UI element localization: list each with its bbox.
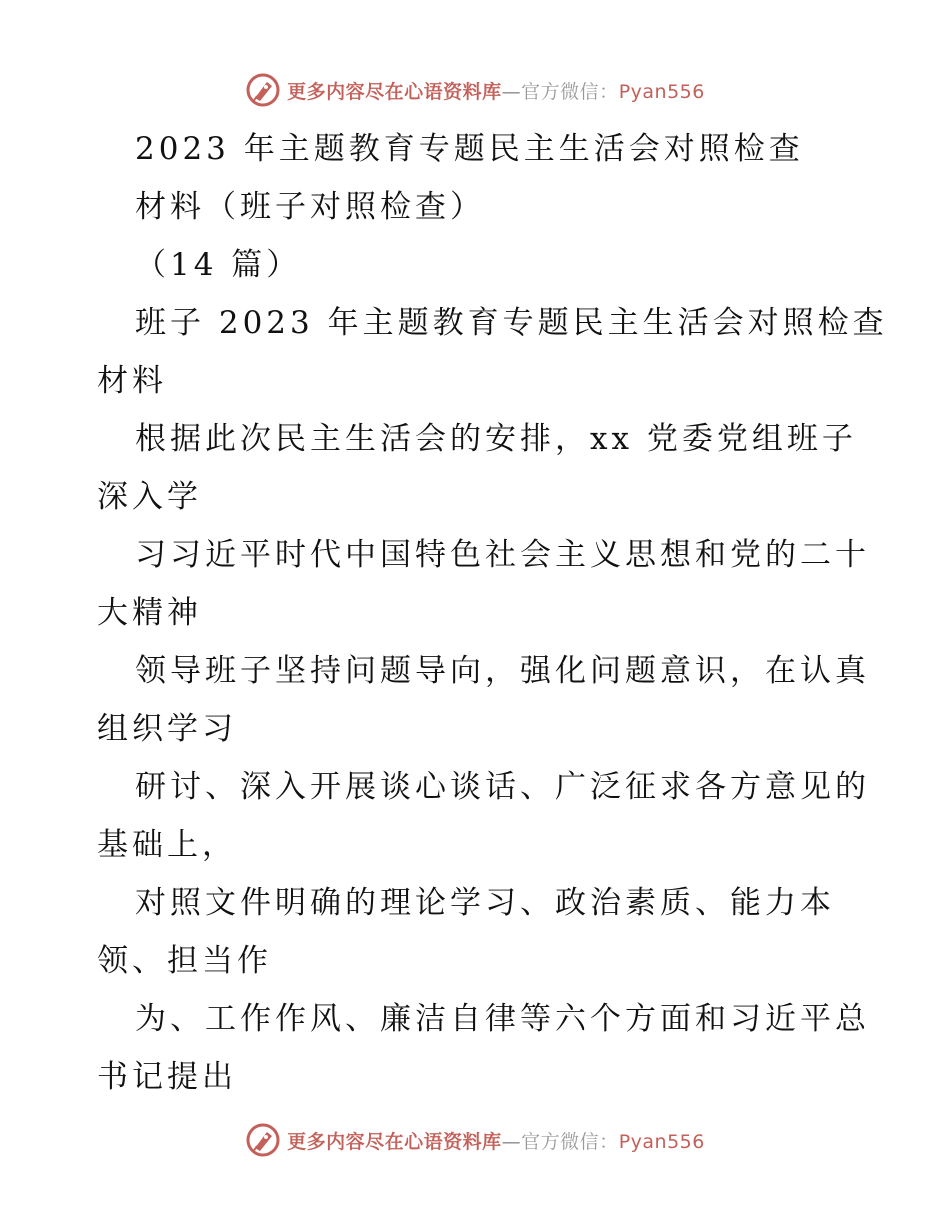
watermark-brand: 更多内容尽在心语资料库 [287, 1130, 502, 1153]
document-body [97, 120, 888, 1106]
watermark-separator: — [501, 1130, 522, 1153]
watermark-text [287, 77, 705, 104]
paragraph-line: 书记提出 [97, 1059, 237, 1095]
doc-subtitle-line-2: 材料 [97, 363, 167, 399]
footer-watermark [0, 1120, 950, 1160]
doc-title-line-3: （14 篇） [135, 247, 302, 283]
paragraph-line: 习习近平时代中国特色社会主义思想和党的二十 [135, 537, 870, 573]
watermark-text [287, 1127, 705, 1154]
paragraph-line: 领、担当作 [97, 943, 272, 979]
watermark-brand: 更多内容尽在心语资料库 [287, 80, 502, 103]
paragraph-line: 研讨、深入开展谈心谈话、广泛征求各方意见的 [135, 769, 870, 805]
doc-title-line-2: 材料（班子对照检查） [135, 189, 485, 225]
pen-nib-logo-icon [245, 72, 281, 108]
header-watermark [0, 70, 950, 110]
pen-nib-logo-icon [245, 1122, 281, 1158]
paragraph-line: 领导班子坚持问题导向，强化问题意识，在认真 [135, 653, 870, 689]
watermark-wechat-label: 官方微信： [521, 80, 619, 103]
watermark-separator: — [501, 80, 522, 103]
watermark-wechat-id: Pyan556 [618, 80, 705, 103]
doc-title-line-1: 2023 年主题教育专题民主生活会对照检查 [135, 131, 804, 167]
paragraph-line: 为、工作作风、廉洁自律等六个方面和习近平总 [135, 1001, 870, 1037]
doc-subtitle-line-1: 班子 2023 年主题教育专题民主生活会对照检查 [135, 305, 888, 341]
watermark-wechat-id: Pyan556 [618, 1130, 705, 1153]
paragraph-line: 根据此次民主生活会的安排，xx 党委党组班子 [135, 421, 857, 457]
paragraph-line: 大精神 [97, 595, 202, 631]
paragraph-line: 组织学习 [97, 711, 237, 747]
paragraph-line: 对照文件明确的理论学习、政治素质、能力本 [135, 885, 835, 921]
watermark-wechat-label: 官方微信： [521, 1130, 619, 1153]
paragraph-line: 基础上， [97, 827, 237, 863]
paragraph-line: 深入学 [97, 479, 202, 515]
